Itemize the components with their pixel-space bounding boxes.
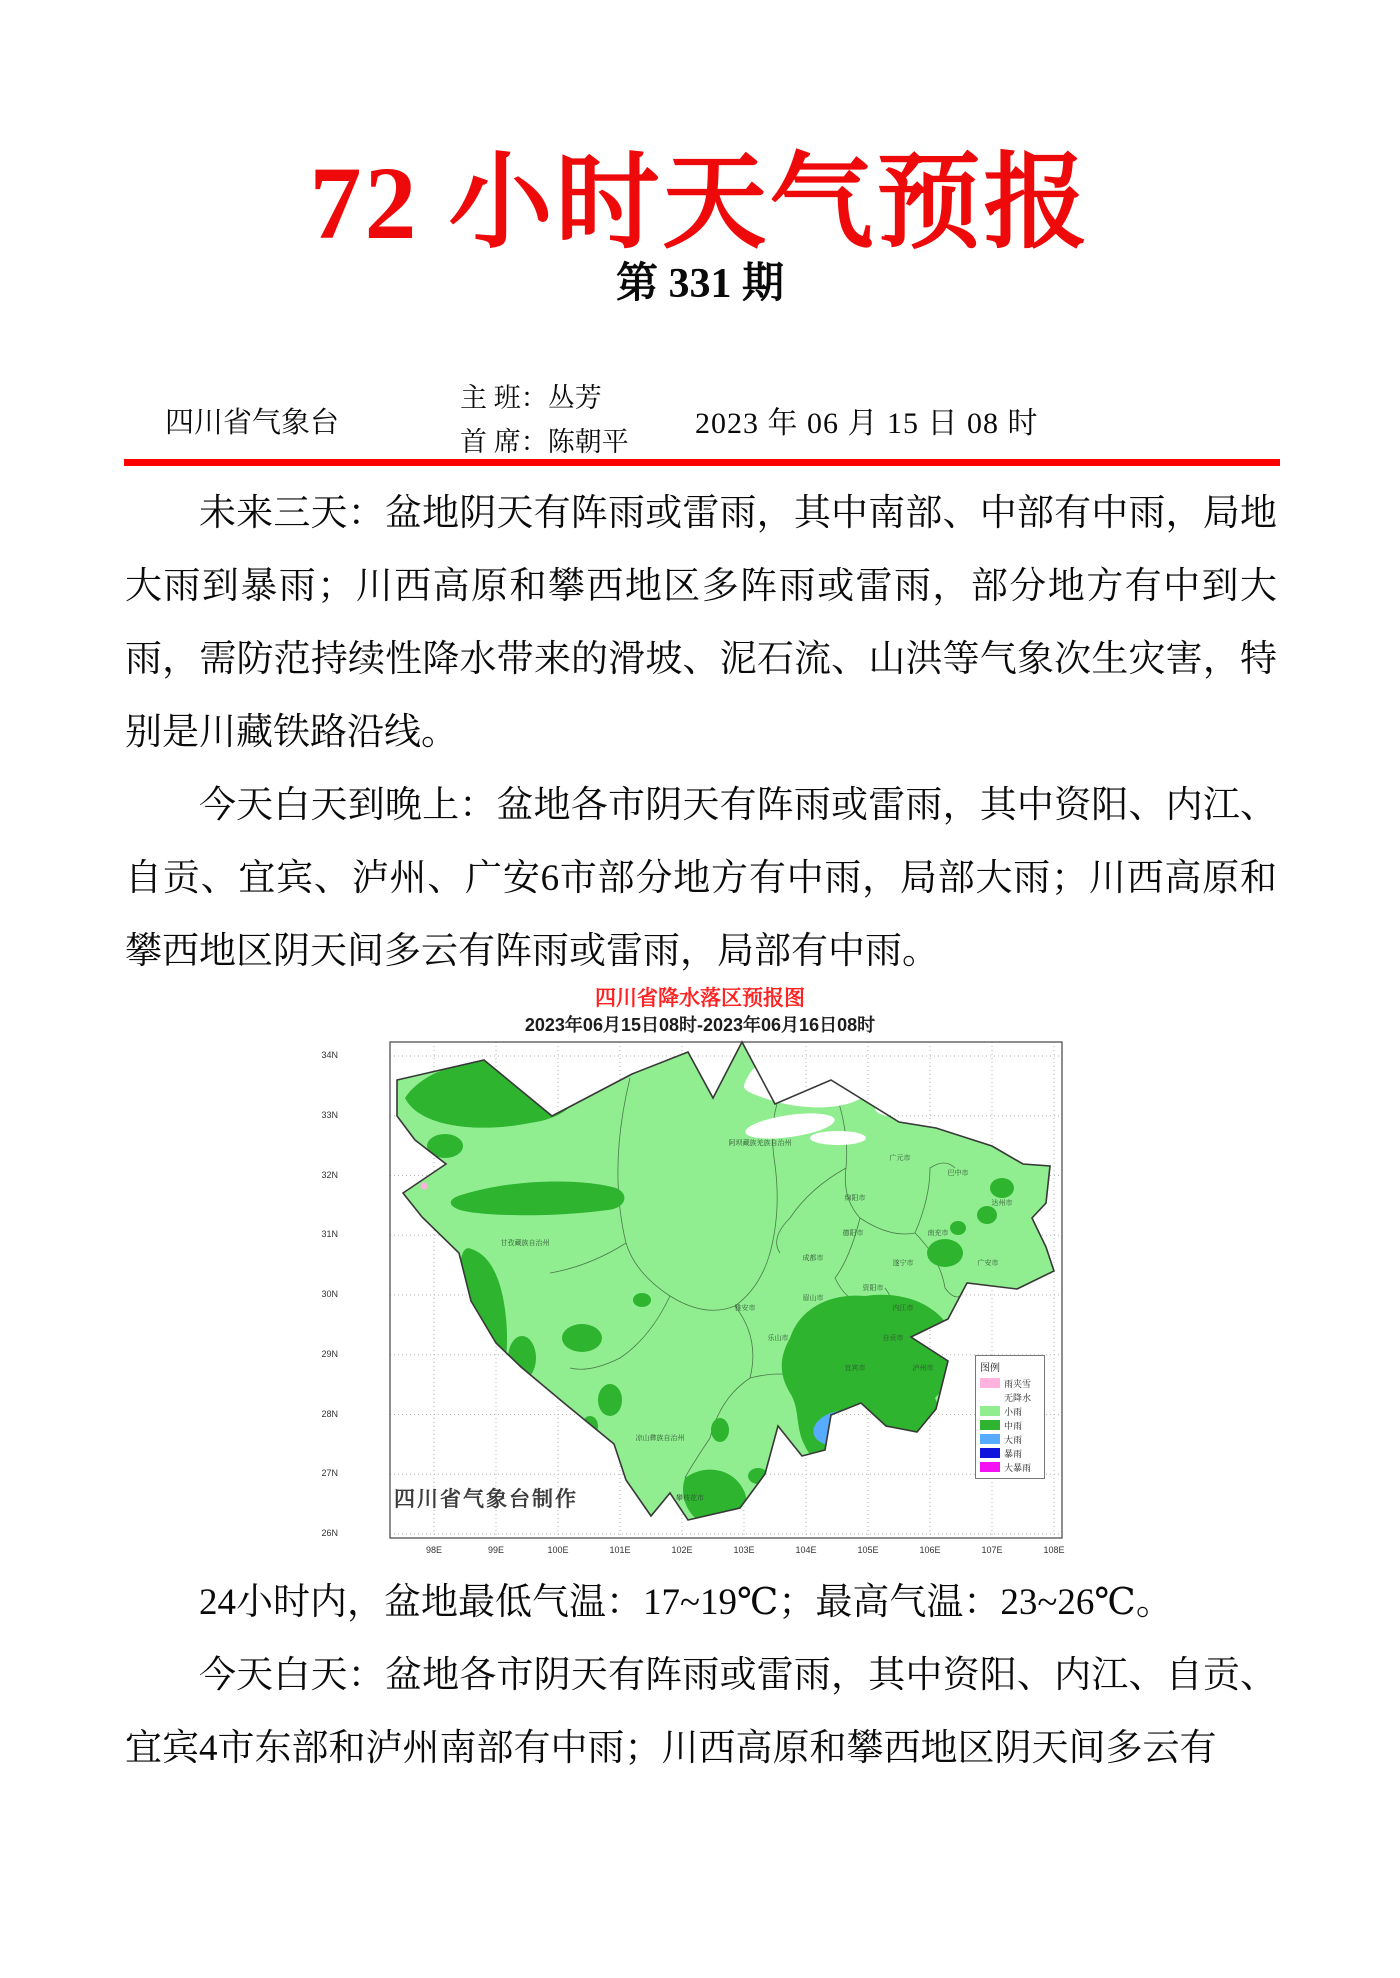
region-label: 广元市 [889,1155,911,1162]
region-label: 乐山市 [767,1335,789,1342]
region-label: 德阳市 [842,1230,864,1237]
map-credit: 四川省气象台制作 [394,1488,578,1511]
region-label: 宜宾市 [844,1365,866,1372]
lon-tick-label: 107E [981,1545,1003,1555]
legend-item-label: 小雨 [1004,1406,1023,1417]
legend-item-label: 大暴雨 [1004,1462,1032,1473]
legend-color-swatch [980,1406,1000,1416]
lon-tick-label: 98E [425,1545,442,1555]
legend-row [980,1390,1040,1404]
forecast-text-block [125,477,1277,988]
map-title: 四川省降水落区预报图 [595,987,805,1010]
lon-tick-label: 106E [919,1545,941,1555]
lon-tick-label: 104E [795,1545,817,1555]
meta-row [125,376,1280,457]
lat-tick-label: 29N [321,1348,338,1359]
region-label: 南充市 [927,1230,949,1237]
lat-tick-label: 27N [321,1468,338,1479]
legend-item-label: 雨夹雪 [1004,1378,1032,1389]
lon-tick-label: 103E [733,1545,755,1555]
lon-tick-label: 108E [1043,1545,1065,1555]
lat-tick-label: 28N [321,1408,338,1419]
precipitation-map-figure [290,975,1110,1575]
lat-tick-label: 34N [321,1050,338,1060]
lat-tick-label: 32N [321,1169,338,1180]
legend-item-label: 大雨 [1004,1434,1023,1445]
legend-item-label: 中雨 [1004,1420,1023,1431]
region-label: 阿坝藏族羌族自治州 [728,1140,792,1147]
region-label: 资阳市 [862,1285,884,1292]
page-title: 72 小时天气预报 [309,146,1091,261]
sleet-spot [421,1183,428,1190]
region-label: 绵阳市 [844,1195,866,1202]
lat-tick-label: 30N [321,1289,338,1299]
red-divider [124,459,1280,466]
lat-tick-label: 33N [321,1109,338,1120]
chief-officer: 首 席：陈朝平 [460,427,629,457]
issue-datetime: 2023 年 06 月 15 日 08 时 [695,407,1039,440]
issue-number: 第 331 期 [615,261,784,307]
legend-color-swatch [980,1378,1000,1388]
lon-tick-label: 102E [671,1545,693,1555]
lon-tick-label: 105E [857,1545,879,1555]
map-subtitle: 2023年06月15日08时-2023年06月16日08时 [524,1015,876,1035]
paragraph-three-day-forecast: 未来三天：盆地阴天有阵雨或雷雨，其中南部、中部有中雨，局地大雨到暴雨；川西高原和攀西地区多阵雨或雷雨，部分地方有中到大雨，需防范持续性降水带来的滑坡、泥石流、山洪等气象次生灾害，特别是川藏铁路沿线。 [125,493,1277,753]
legend-row [980,1404,1040,1418]
duty-officer: 主 班：丛芳 [460,383,602,413]
region-label: 广安市 [977,1260,999,1267]
region-label: 成都市 [802,1255,824,1262]
paragraph-today-daytime: 今天白天：盆地各市阴天有阵雨或雷雨，其中资阳、内江、自贡、宜宾4市东部和泸州南部有中雨；川西高原和攀西地区阴天间多云有 [125,1655,1277,1769]
legend-color-swatch [980,1448,1000,1458]
legend-color-swatch [980,1392,1000,1402]
legend-row [980,1460,1040,1474]
lon-tick-label: 100E [547,1545,569,1555]
region-label: 泸州市 [912,1365,934,1372]
region-label: 达州市 [991,1200,1013,1207]
staff-block [460,376,695,464]
region-label: 雅安市 [734,1305,756,1312]
lat-tick-label: 31N [321,1229,338,1240]
region-label: 遂宁市 [892,1260,914,1267]
legend-row [980,1432,1040,1446]
region-label: 内江市 [892,1305,914,1312]
paragraph-today-tonight: 今天白天到晚上：盆地各市阴天有阵雨或雷雨，其中资阳、内江、自贡、宜宾、泸州、广安6市部分地方有中雨，局部大雨；川西高原和攀西地区阴天间多云有阵雨或雷雨，局部有中雨。 [125,785,1277,972]
legend-row [980,1376,1040,1390]
legend-item-label: 暴雨 [1004,1448,1023,1459]
agency-name: 四川省气象台 [165,406,340,439]
region-label: 凉山彝族自治州 [635,1435,685,1442]
region-label: 眉山市 [802,1295,824,1302]
legend-row [980,1446,1040,1460]
legend-row [980,1418,1040,1432]
legend-color-swatch [980,1420,1000,1430]
region-label: 自贡市 [882,1335,904,1342]
region-label: 巴中市 [947,1170,969,1177]
lon-tick-label: 99E [487,1545,504,1555]
region-label: 甘孜藏族自治州 [500,1240,550,1247]
region-label: 攀枝花市 [676,1495,704,1502]
paragraph-temperature: 24小时内，盆地最低气温：17~19℃；最高气温：23~26℃。 [199,1582,1173,1623]
forecast-text-block-2 [125,1566,1277,1785]
legend-item-label: 无降水 [1004,1392,1032,1403]
legend-color-swatch [980,1462,1000,1472]
legend-title: 图例 [980,1363,1000,1374]
map-legend [975,1355,1045,1479]
legend-items [980,1376,1040,1474]
legend-color-swatch [980,1434,1000,1444]
lat-tick-label: 26N [321,1528,338,1538]
lon-tick-label: 101E [609,1545,631,1555]
